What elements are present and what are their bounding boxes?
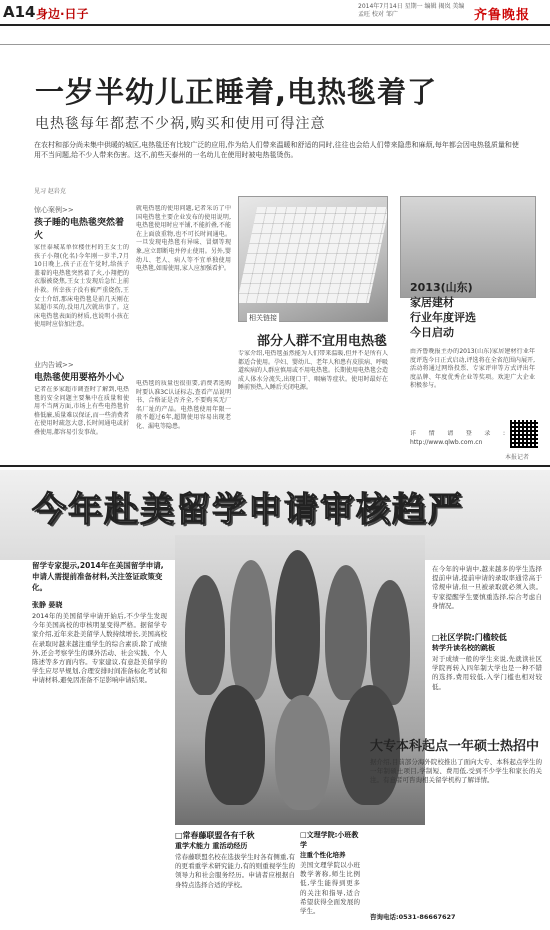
ad-text: 由齐鲁晚报主办的2013(山东)家居建材行业年度评选今日正式启动,评选将在全省范围内展开,活动将通过网络投票、专家评审等方式评出年度品牌、年度优秀企业等奖项。欢迎广大企业积极参与。	[410, 348, 535, 390]
col1-text2: 记者在多家超市调查时了解到,电热毯的安全问题主要集中在质量和使用不当两方面,市场上有些电热毯价格低廉,质量难以保证,而一些消费者在使用时疏忽大意,长时间通电或折叠使用,都容易引发事故。	[34, 386, 129, 436]
related-link-headline: 部分人群不宜用电热毯	[257, 334, 388, 349]
col1-text: 家住泰城某单位楼住村的王女士的孩子小翔(化名)今年刚一岁半,7月10日晚上,孩子正在午觉时,给孩子盖着的电热毯突然着了火,小翔把的衣服被烧焦,王女士发现后急忙上前扑救。所幸孩子没有被严重烧伤,王女士介绍,那床电热毯是前几天刚在某超市买的,没用几次就出事了。这床电热毯表面的材质,也说明小孩在使用时应倍加注意。	[34, 244, 129, 329]
student-figure	[275, 550, 320, 700]
col1-subhead: 孩子睡的电热毯突然着火	[34, 218, 125, 241]
story3-headline: 大专本科起点一年硕士热招中	[370, 739, 540, 754]
ad-editor: 本报记者	[505, 454, 530, 461]
box1-sub: 重学术能力 重活动经历	[175, 842, 248, 850]
ad-badge-line: 家居建材	[410, 296, 454, 309]
col1-kicker: 惊心案例>>	[34, 206, 74, 214]
electric-blanket-photo	[238, 196, 388, 322]
box1-text: 常春藤联盟名校在选拔学生时各有侧重,有的更看重学术研究能力,有的则重视学生的领导力和社会服务经历。申请者应根据自身特点选择合适的学校。	[175, 853, 295, 889]
paper-logo: 齐鲁晚报	[474, 8, 531, 23]
box3-head: □社区学院:门槛较低	[432, 633, 507, 642]
date-line: 2014年7月14日 星期一 编辑 揭岚 美编 孟旺 校对 邹广	[358, 3, 465, 18]
student-figure	[230, 560, 272, 700]
qr-code-icon	[510, 420, 538, 448]
box3-text: 对于成绩一般的学生来说,先就读社区学院再转入四年制大学也是一种不错的选择,费用较低,入学门槛也相对较低。	[432, 655, 542, 691]
story2-box2	[300, 830, 360, 923]
box2-head: □文理学院:小班教学	[300, 831, 359, 849]
ad-badge-block	[410, 280, 530, 340]
story1-lead: 在农村和部分尚未集中供暖的城区,电热毯还有比较广泛的应用,作为给人们带来温暖和舒适的同时,往往也会给人们带来隐患和麻烦,每年都会因电热毯质量和使用不当问题,给不少人带来伤害。这不,前些天泰州的一名幼儿在使用时被电热毯烫伤。	[34, 141, 519, 159]
page-number: A14	[3, 3, 36, 21]
student-figure	[185, 575, 225, 695]
section-divider	[0, 465, 550, 467]
student-figure	[325, 565, 367, 700]
ad-badge-line: 今日启动	[410, 326, 454, 339]
ad-detail: 详情请登录: http://www.qlwb.com.cn	[410, 430, 505, 446]
section-name: 身边·日子	[36, 7, 89, 21]
story1-headline: 一岁半幼儿正睡着,电热毯着了	[35, 75, 438, 109]
ad-badge-line: 2013(山东)	[410, 281, 473, 294]
related-link-tag: 相关链接	[249, 314, 277, 322]
col1-subhead2: 电热毯使用要格外小心	[34, 373, 125, 383]
student-figure	[275, 695, 330, 810]
blanket-pattern	[238, 207, 388, 303]
story1-col1	[34, 205, 129, 466]
student-figure	[205, 685, 265, 805]
story2-box3	[432, 632, 542, 725]
story1-col3: 电热毯的质量也很重要,消费者选购时要认准3C认证标志,查看产品说明书、合格证是否齐全,不要购买无厂名厂址的产品。电热毯使用年限一般不超过6年,超期使用容易出现老化、漏电等隐患。	[136, 380, 231, 430]
story3-text: 据介绍,目前部分海外院校推出了面向大专、本科起点学生的一年制硕士项目,学制短、费用低,受到不少学生和家长的关注。有意者可咨询相关留学机构了解详情。	[370, 758, 542, 785]
story3-contact: 咨询电话:0531-86667627	[370, 913, 456, 921]
story1-byline: 见习 赵岩克	[34, 188, 66, 195]
box2-text: 美国文理学院以小班教学著称,师生比例低,学生能得到更多的关注和指导,适合希望获得全面发展的学生。	[300, 861, 360, 916]
story2-headline: 今年赴美留学申请审核趋严	[32, 490, 464, 530]
story2-col3: 在今年的申请中,越来越多的学生选择提前申请,提前申请的录取率通常高于常规申请,但一旦被录取就必须入读。专家提醒学生要慎重选择,综合考虑自身情况。	[432, 565, 542, 610]
box2-sub: 注重个性化培养	[300, 851, 346, 859]
story1-subhead: 电热毯每年都惹不少祸,购买和使用可得注意	[35, 116, 326, 132]
story2-intro: 留学专家提示,2014年在美国留学申请,申请人需提前准备材料,关注签证政策变化。	[32, 561, 164, 592]
box3-sub: 转学升读名校的跳板	[432, 644, 495, 652]
story2-box1	[175, 830, 295, 915]
story1-col2: 就电热毯的使用问题,记者采访了中国电热毯主要企业发布的使用说明,电热毯使用时应平铺,不能折叠,不能在上面放重物,也不可长时间通电。一旦发现电热毯有异味、冒烟等现象,应立即断电并停止使用。另外,婴幼儿、老人、病人等不宜单独使用电热毯,如需使用,家人应加强看护。	[136, 205, 231, 273]
story2-col1: 2014年的美国留学申请开始后,不少学生发现今年美国高校的审核明显变得严格。据留学专家介绍,近年来赴美留学人数持续增长,美国高校在录取时越来越注重学生的综合素质,除了成绩外,还会考察学生的课外活动、社会实践、个人陈述等多方面内容。专家建议,有意赴美留学的学生应尽早规划,合理安排时间准备标化考试和申请材料,避免因准备不足影响申请结果。	[32, 612, 167, 685]
col1-kicker2: 业内告诫>>	[34, 361, 74, 369]
related-link-text: 专家介绍,电热毯虽然能为人们带来温暖,但并不是所有人都适合使用。孕妇、婴幼儿、老年人和患有皮肤病、呼吸道疾病的人群应慎用或不用电热毯。长期使用电热毯会造成人体水分流失,出现口干、咽痛等症状。使用时最好在睡前预热,入睡后关闭电源。	[238, 350, 388, 392]
ad-badge-line: 行业年度评选	[410, 311, 476, 324]
story2-byline: 张静 晏晓	[32, 601, 63, 609]
box1-head: □常春藤联盟各有千秋	[175, 831, 255, 840]
